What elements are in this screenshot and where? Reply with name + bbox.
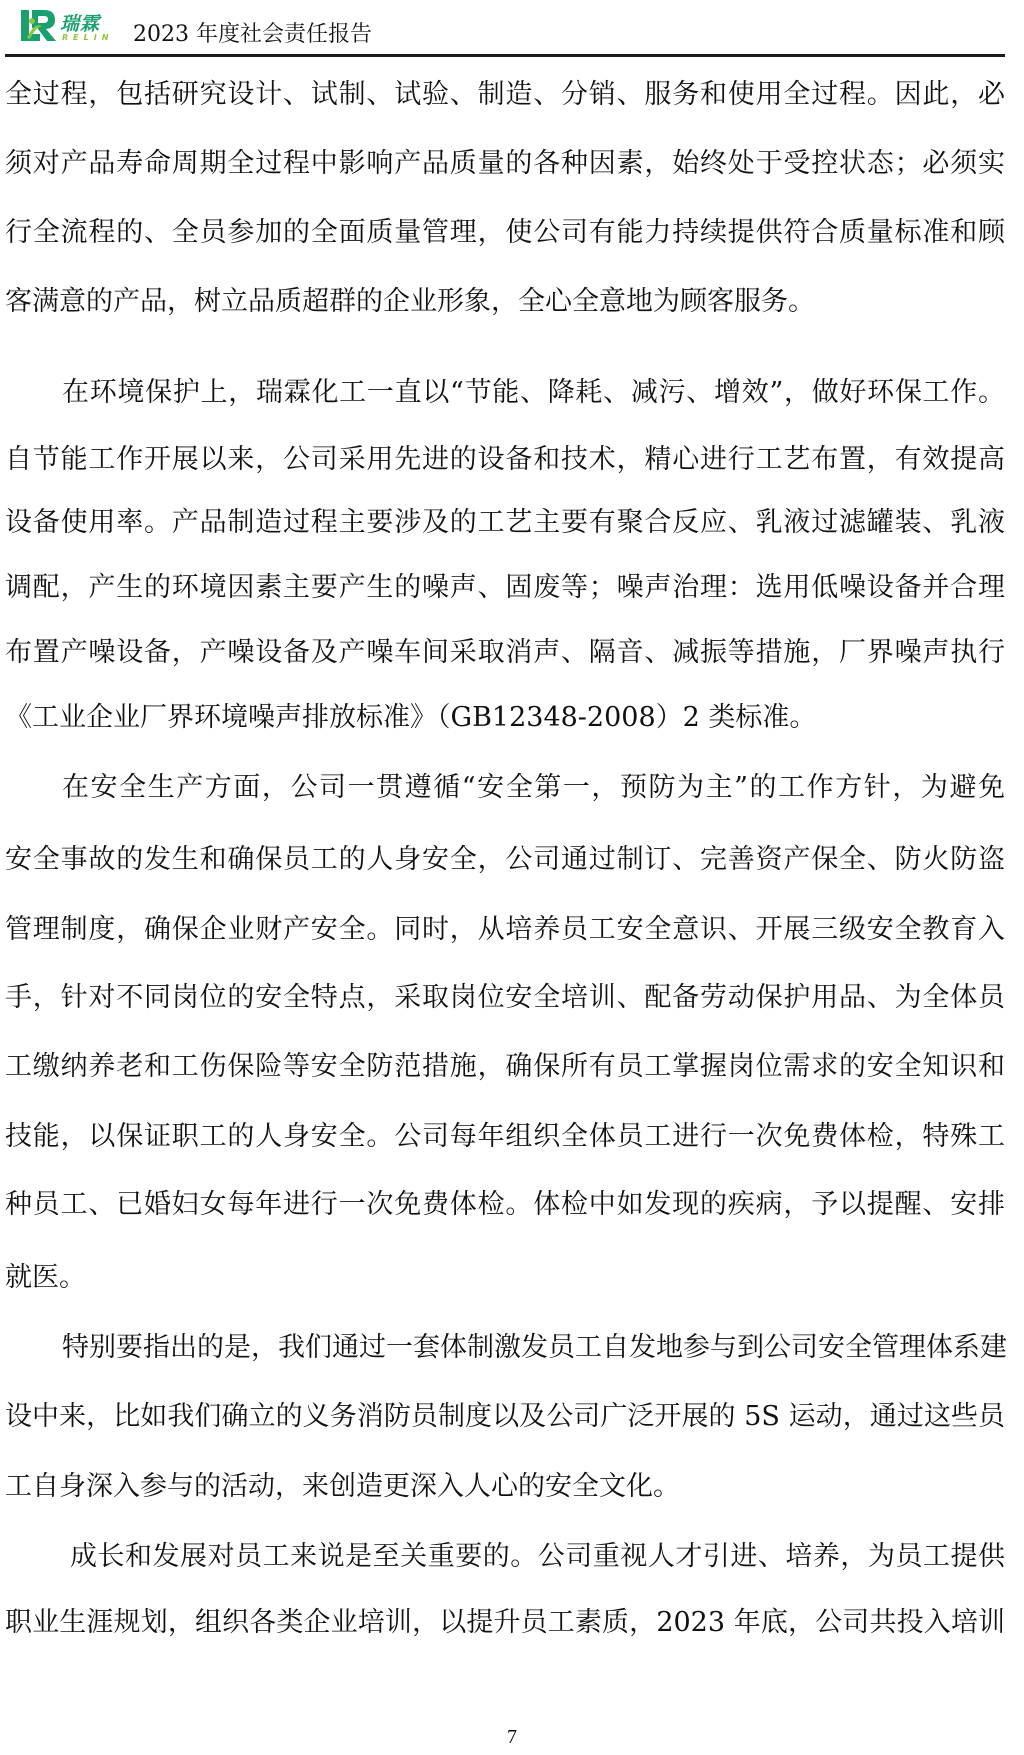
text-line: 全过程，包括研究设计、试制、试验、制造、分销、服务和使用全过程。因此，必 [5,79,1005,110]
header-divider [5,54,1005,57]
text-line: 工自身深入参与的活动，来创造更深入人心的安全文化。 [5,1471,680,1502]
relin-logo-icon [18,8,58,44]
text-line: 特别要指出的是，我们通过一套体制激发员工自发地参与到公司安全管理体系建 [62,1332,1007,1363]
text-line: 管理制度，确保企业财产安全。同时，从培养员工安全意识、开展三级安全教育入 [5,914,1005,945]
text-line: 自节能工作开展以来，公司采用先进的设备和技术，精心进行工艺布置，有效提高 [5,444,1005,475]
text-line: 技能，以保证职工的人身安全。公司每年组织全体员工进行一次免费体检，特殊工 [5,1121,1005,1152]
page-number: 7 [507,1726,517,1748]
text-line: 在安全生产方面，公司一贯遵循“安全第一，预防为主”的工作方针，为避免 [62,772,1005,803]
text-line: 安全事故的发生和确保员工的人身安全，公司通过制订、完善资产保全、防火防盗 [5,844,1005,875]
text-line: 就医。 [5,1262,86,1293]
text-line: 手，针对不同岗位的安全特点，采取岗位安全培训、配备劳动保护用品、为全体员 [5,982,1005,1013]
report-title: 2023 年度社会责任报告 [133,22,372,47]
logo-english-name: RELIN [62,33,114,42]
text-line: 职业生涯规划，组织各类企业培训，以提升员工素质，2023 年底，公司共投入培训 [5,1607,1005,1638]
logo-chinese-name: 瑞霖 [60,13,101,35]
text-line: 布置产噪设备，产噪设备及产噪车间采取消声、隔音、减振等措施，厂界噪声执行 [5,637,1005,668]
text-line: 设备使用率。产品制造过程主要涉及的工艺主要有聚合反应、乳液过滤罐装、乳液 [5,507,1005,538]
text-line: 行全流程的、全员参加的全面质量管理，使公司有能力持续提供符合质量标准和顾 [5,217,1005,248]
text-line: 《工业企业厂界环境噪声排放标准》（GB12348-2008）2 类标准。 [5,702,817,733]
text-line: 工缴纳养老和工伤保险等安全防范措施，确保所有员工掌握岗位需求的安全知识和 [5,1051,1005,1082]
text-line: 种员工、已婚妇女每年进行一次免费体检。体检中如发现的疾病，予以提醒、安排 [5,1189,1005,1220]
text-line: 须对产品寿命周期全过程中影响产品质量的各种因素，始终处于受控状态；必须实 [5,148,1005,179]
text-line: 成长和发展对员工来说是至关重要的。公司重视人才引进、培养，为员工提供 [70,1541,1005,1572]
text-line: 客满意的产品，树立品质超群的企业形象，全心全意地为顾客服务。 [5,286,815,317]
page-header [0,0,1024,60]
company-logo [18,8,118,46]
text-line: 调配，产生的环境因素主要产生的噪声、固废等；噪声治理：选用低噪设备并合理 [5,572,1005,603]
text-line: 设中来，比如我们确立的义务消防员制度以及公司广泛开展的 5S 运动，通过这些员 [5,1401,1005,1432]
text-line: 在环境保护上，瑞霖化工一直以“节能、降耗、减污、增效”，做好环保工作。 [62,377,1005,408]
